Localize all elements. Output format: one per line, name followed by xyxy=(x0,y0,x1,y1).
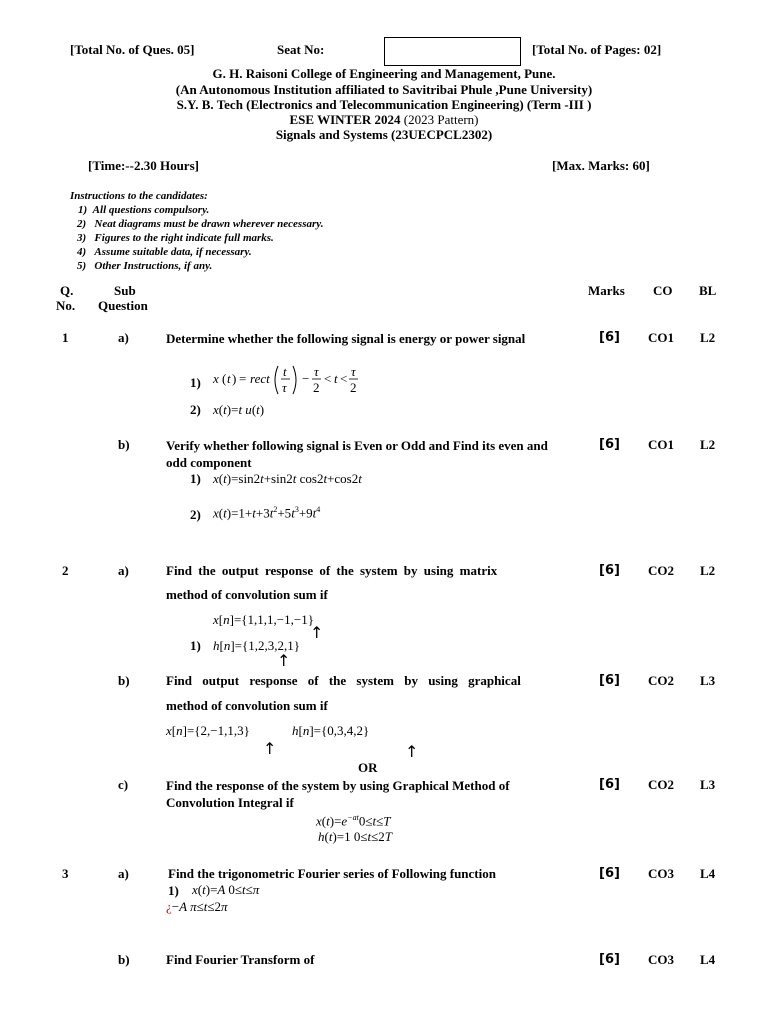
sub-question-label: a) xyxy=(118,330,129,345)
question-number: 2 xyxy=(62,563,69,578)
course-outcome: CO1 xyxy=(648,437,674,452)
item-number: 1) xyxy=(190,638,201,653)
sub-question-label: b) xyxy=(118,437,130,452)
svg-text:<: < xyxy=(324,371,332,386)
course-outcome: CO2 xyxy=(648,777,674,792)
svg-text:2: 2 xyxy=(313,380,320,395)
svg-text:τ: τ xyxy=(282,380,287,395)
col-q: Q. xyxy=(60,283,74,298)
seat-no-label: Seat No: xyxy=(277,42,325,57)
col-co: CO xyxy=(653,283,673,298)
bloom-level: L3 xyxy=(700,777,716,792)
svg-text:2: 2 xyxy=(350,380,357,395)
item-number: 1) xyxy=(190,471,201,486)
max-marks: [Max. Marks: 60] xyxy=(552,158,650,173)
sub-question-label: a) xyxy=(118,563,129,578)
item-number: 1) xyxy=(168,883,179,898)
course-outcome: CO2 xyxy=(648,563,674,578)
instruction-item: 4) Assume suitable data, if necessary. xyxy=(77,246,252,258)
equation-ht: h(t)=1 0≤t≤2T xyxy=(318,829,393,844)
time-duration: [Time:--2.30 Hours] xyxy=(88,158,199,173)
svg-text:t: t xyxy=(334,371,338,386)
equation-hn: h[n]={1,2,3,2,1} xyxy=(213,638,300,653)
marks: [6] xyxy=(599,952,620,967)
item-number: 2) xyxy=(190,402,201,417)
or-separator: OR xyxy=(358,760,378,775)
bloom-level: L4 xyxy=(700,866,716,881)
equation-sin-cos: x(t)=sin2t+sin2t cos2t+cos2t xyxy=(213,471,362,486)
instruction-item: 1) All questions compulsory. xyxy=(78,204,210,216)
col-no: No. xyxy=(56,298,76,313)
bloom-level: L4 xyxy=(700,952,716,967)
question-text: method of convolution sum if xyxy=(166,587,328,602)
question-text: method of convolution sum if xyxy=(166,698,328,713)
total-questions: [Total No. of Ques. 05] xyxy=(70,42,195,57)
svg-text:−: − xyxy=(302,371,310,386)
instruction-item: 3) Figures to the right indicate full marks. xyxy=(77,232,274,244)
bloom-level: L2 xyxy=(700,437,716,452)
course-outcome: CO2 xyxy=(648,673,674,688)
question-text: Find the trigonometric Fourier series of Following function xyxy=(168,866,496,881)
question-number: 1 xyxy=(62,330,69,345)
sub-question-label: b) xyxy=(118,673,130,688)
exam-name: ESE WINTER 2024 xyxy=(289,112,401,127)
question-text: Find the response of the system by using Graphical Method of Convolution Integral if xyxy=(166,778,510,810)
svg-text:=: = xyxy=(239,371,247,386)
course-outcome: CO1 xyxy=(648,330,674,345)
bloom-level: L2 xyxy=(700,563,716,578)
marks: [6] xyxy=(599,673,620,688)
course-name: Signals and Systems (23UECPCL2302) xyxy=(275,127,493,142)
college-name: G. H. Raisoni College of Engineering and Management, Pune. xyxy=(212,66,556,81)
question-text: Find Fourier Transform of xyxy=(166,952,315,967)
svg-text:x: x xyxy=(213,371,219,386)
svg-text:<: < xyxy=(340,371,348,386)
svg-text:): ) xyxy=(232,371,237,386)
col-question: Question xyxy=(98,298,148,313)
course-outcome: CO3 xyxy=(648,952,674,967)
origin-arrow-icon: ↑ xyxy=(277,651,291,670)
equation-hn-graphical: h[n]={0,3,4,2} xyxy=(292,723,370,738)
seat-no-box xyxy=(384,37,521,66)
question-text: Determine whether the following signal is energy or power signal xyxy=(166,331,526,346)
equation-piecewise-2: ¿−A π≤t≤2π xyxy=(166,899,228,914)
exam-line xyxy=(0,112,768,127)
marks: [6] xyxy=(599,866,620,881)
equation-piecewise-1: x(t)=A 0≤t≤π xyxy=(192,882,260,897)
col-bl: BL xyxy=(699,283,717,298)
sub-question-label: c) xyxy=(118,777,129,792)
equation-xn: x[n]={1,1,1,−1,−1} xyxy=(213,612,314,627)
marks: [6] xyxy=(599,437,620,452)
svg-text:rect: rect xyxy=(250,371,270,386)
bloom-level: L3 xyxy=(700,673,716,688)
svg-text:τ: τ xyxy=(351,364,356,379)
question-text: Find the output response of the system by using matrix xyxy=(166,563,498,578)
col-sub: Sub xyxy=(114,283,136,298)
col-marks: Marks xyxy=(588,283,625,298)
question-number: 3 xyxy=(62,866,69,881)
origin-arrow-icon: ↑ xyxy=(405,742,419,761)
svg-text:t: t xyxy=(283,364,287,379)
origin-arrow-icon: ↑ xyxy=(263,739,277,758)
marks: [6] xyxy=(599,330,620,345)
svg-text:τ: τ xyxy=(314,364,319,379)
question-text: Verify whether following signal is Even or Odd and Find its even and odd component xyxy=(166,438,548,470)
instructions-title: Instructions to the candidates: xyxy=(70,190,208,202)
equation-tut: x(t)=t u(t) xyxy=(213,402,265,417)
svg-text:(: ( xyxy=(222,371,227,386)
total-pages: [Total No. of Pages: 02] xyxy=(532,42,662,57)
sub-question-label: a) xyxy=(118,866,129,881)
equation-polynomial: $x(t)=1+t+3t^2+5t^3+9t^4$ xyxy=(213,505,321,521)
exam-pattern: (2023 Pattern) xyxy=(400,112,479,127)
origin-arrow-icon: ↑ xyxy=(310,623,324,642)
marks: [6] xyxy=(599,777,620,792)
equation-xt-exp: $x(t)=e^{-at}0\le t\le T$ xyxy=(316,813,391,829)
equation-rect xyxy=(210,362,370,398)
instruction-item: 5) Other Instructions, if any. xyxy=(77,260,213,272)
equation-xn-graphical: x[n]={2,−1,1,3} xyxy=(166,723,250,738)
marks: [6] xyxy=(599,563,620,578)
bloom-level: L2 xyxy=(700,330,716,345)
item-number: 2) xyxy=(190,507,201,522)
affiliation: (An Autonomous Institution affiliated to Savitribai Phule ,Pune University) xyxy=(175,82,593,97)
item-number: 1) xyxy=(190,375,201,390)
question-text: Find output response of the system by using graphical xyxy=(166,673,521,688)
svg-text:t: t xyxy=(227,371,231,386)
sub-question-label: b) xyxy=(118,952,130,967)
course-outcome: CO3 xyxy=(648,866,674,881)
instruction-item: 2) Neat diagrams must be drawn wherever necessary. xyxy=(77,218,324,230)
program: S.Y. B. Tech (Electronics and Telecommunication Engineering) (Term -III ) xyxy=(176,97,592,112)
